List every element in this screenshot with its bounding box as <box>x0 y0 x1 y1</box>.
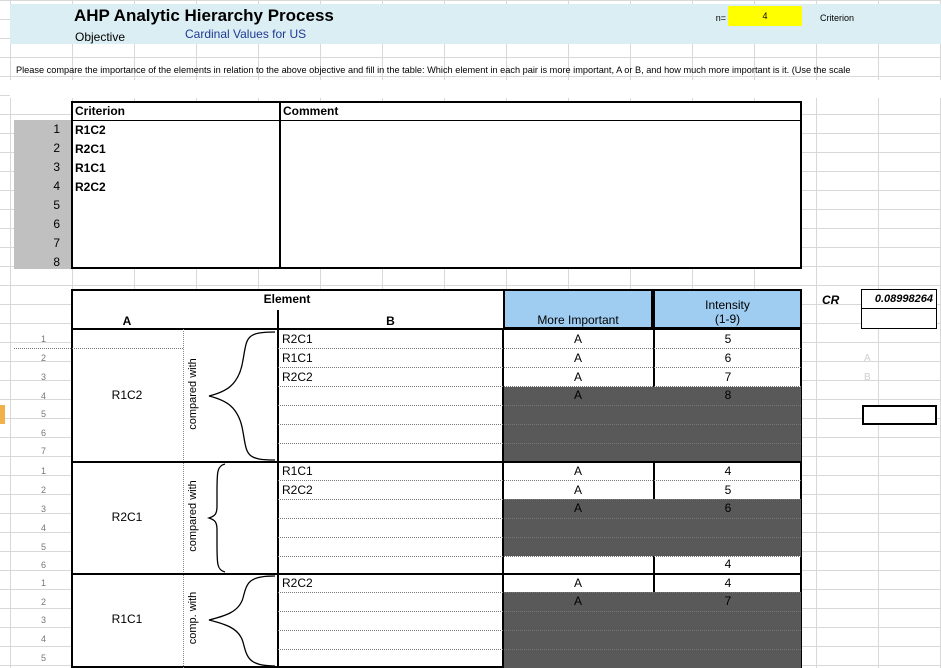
more-important-cell: A <box>573 388 582 402</box>
more-important-cell[interactable]: A <box>573 370 582 384</box>
criteria-row-number: 4 <box>53 179 60 193</box>
element-b-cell[interactable]: R1C1 <box>282 351 313 365</box>
criteria-row-number: 3 <box>53 160 60 174</box>
intensity-cell[interactable]: 6 <box>724 351 732 365</box>
criteria-row-number: 6 <box>53 217 60 231</box>
intensity-cell: 8 <box>724 388 732 402</box>
criterion-cell[interactable]: R1C1 <box>75 161 106 175</box>
row-number: 1 <box>40 466 46 476</box>
comment-column-header: Comment <box>283 104 339 118</box>
column-b-header: B <box>386 314 395 328</box>
element-b-cell[interactable]: R1C1 <box>282 464 313 478</box>
row-number: 3 <box>40 615 46 625</box>
more-important-cell[interactable]: A <box>573 483 582 497</box>
row-header-highlight <box>0 405 5 424</box>
row-number: 3 <box>40 504 46 514</box>
cr-value-cell[interactable]: 0.08998264 <box>861 289 937 309</box>
criterion-cell[interactable]: R1C2 <box>75 123 106 137</box>
selected-cell[interactable] <box>862 405 937 425</box>
criteria-row-number: 1 <box>53 122 60 136</box>
row-number: 4 <box>40 523 46 533</box>
criteria-row-number: 2 <box>53 141 60 155</box>
column-a-header: A <box>122 314 132 328</box>
element-a-cell[interactable]: R2C1 <box>111 510 143 524</box>
row-number: 2 <box>40 485 46 495</box>
criterion-cell[interactable]: R2C2 <box>75 180 106 194</box>
element-a-cell[interactable]: R1C1 <box>111 612 143 626</box>
criteria-row-number: 5 <box>53 198 60 212</box>
compared-with-label: compared with <box>187 358 199 430</box>
intensity-cell: 7 <box>724 594 732 608</box>
element-b-cell[interactable]: R2C2 <box>282 483 313 497</box>
intensity-cell: 4 <box>724 557 732 571</box>
intensity-cell[interactable]: 4 <box>724 464 732 478</box>
row-number: 1 <box>40 578 46 588</box>
more-important-cell: A <box>573 594 582 608</box>
row-number: 5 <box>40 542 46 552</box>
element-b-cell[interactable]: R2C1 <box>282 332 313 346</box>
element-b-cell[interactable]: R2C2 <box>282 370 313 384</box>
criterion-column-header: Criterion <box>75 104 126 118</box>
row-number: 5 <box>40 653 46 663</box>
more-important-header: More Important <box>503 289 653 329</box>
element-header: Element <box>263 292 311 306</box>
row-number: 5 <box>40 409 46 419</box>
more-important-cell[interactable]: A <box>573 576 582 590</box>
criteria-table <box>71 101 802 269</box>
row-number: 1 <box>40 334 46 344</box>
ghost-b-text: B <box>864 372 871 383</box>
brace-icon <box>205 330 277 462</box>
cr-secondary-cell[interactable] <box>861 309 937 329</box>
more-important-cell[interactable]: A <box>573 332 582 346</box>
row-number: 4 <box>40 634 46 644</box>
intensity-cell: 6 <box>724 501 732 515</box>
more-important-cell: A <box>573 501 582 515</box>
instruction-continuation <box>10 80 941 98</box>
objective-value-cell[interactable]: Cardinal Values for US <box>185 27 307 41</box>
brace-icon <box>205 462 277 574</box>
row-number: 2 <box>40 597 46 607</box>
element-b-cell[interactable]: R2C2 <box>282 576 313 590</box>
more-important-cell[interactable]: A <box>573 464 582 478</box>
intensity-header: Intensity (1-9) <box>653 289 802 329</box>
row-number: 2 <box>40 353 46 363</box>
row-number: 6 <box>40 560 46 570</box>
intensity-cell[interactable]: 5 <box>724 483 732 497</box>
ghost-a-text: A <box>864 353 871 364</box>
criteria-row-numbers <box>14 120 71 269</box>
page-title: AHP Analytic Hierarchy Process <box>74 6 334 25</box>
criterion-cell[interactable]: R2C1 <box>75 142 106 156</box>
compared-with-label: comp. with <box>187 591 199 645</box>
criterion-top-label: Criterion <box>820 13 855 23</box>
cr-label: CR <box>822 293 840 307</box>
intensity-cell[interactable]: 7 <box>724 370 732 384</box>
n-label: n= <box>715 13 726 23</box>
n-input-cell[interactable]: 4 <box>728 6 802 26</box>
intensity-cell[interactable]: 5 <box>724 332 732 346</box>
row-number: 6 <box>40 428 46 438</box>
objective-label: Objective <box>75 30 126 44</box>
row-number: 3 <box>40 372 46 382</box>
compared-with-label: compared with <box>187 480 199 552</box>
element-a-cell[interactable]: R1C2 <box>111 388 143 402</box>
intensity-cell[interactable]: 4 <box>724 576 732 590</box>
criteria-row-number: 8 <box>53 255 60 269</box>
brace-icon <box>205 574 277 668</box>
criteria-row-number: 7 <box>53 236 60 250</box>
instruction-text: Please compare the importance of the elements in relation to the above objective and fill in the table: Which element in each pair is more important, A or B, and how much more important is it. (Use the scale <box>16 65 851 75</box>
row-number: 4 <box>40 391 46 401</box>
row-number: 7 <box>40 446 46 456</box>
more-important-cell[interactable]: A <box>573 351 582 365</box>
